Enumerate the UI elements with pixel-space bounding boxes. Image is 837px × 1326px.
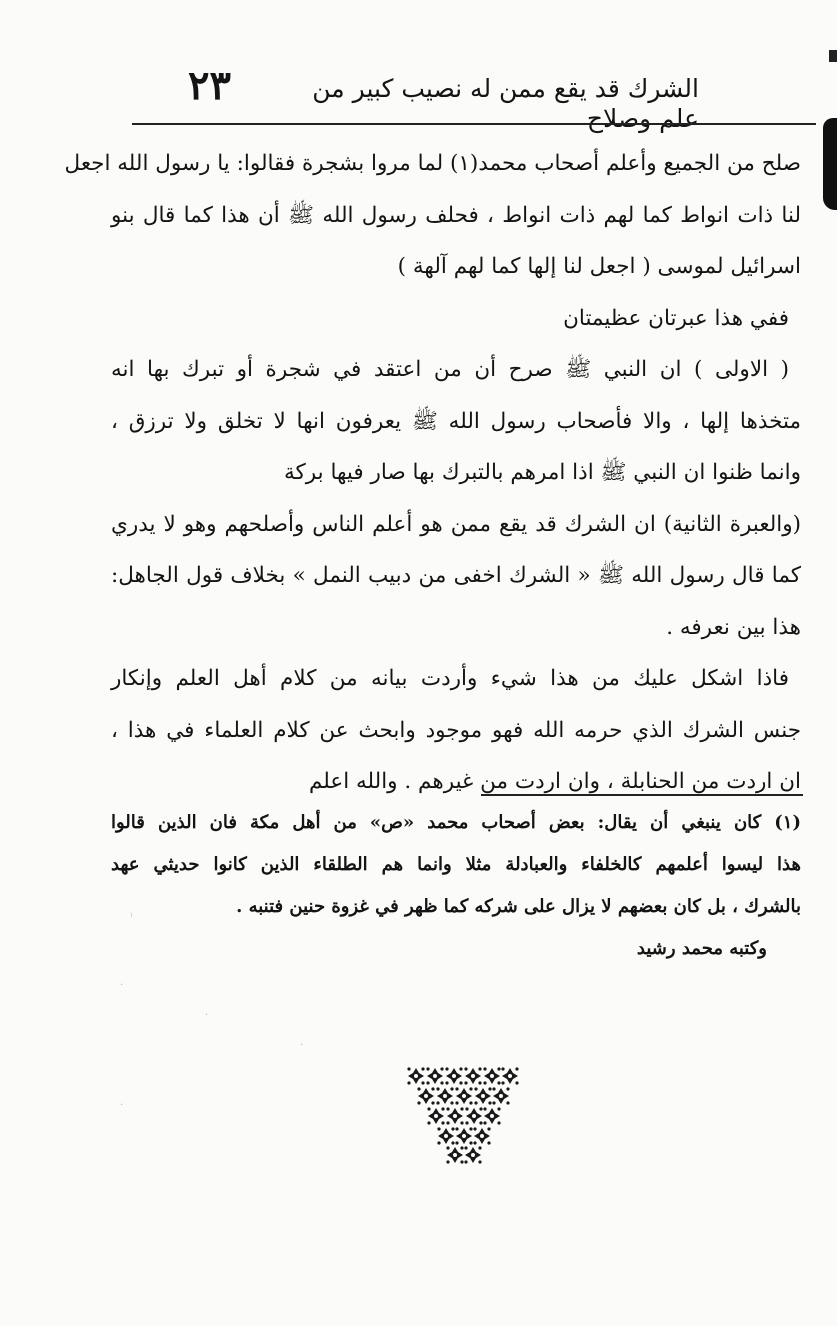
paper-speck: · <box>120 980 124 991</box>
body-line: ( الاولى ) ان النبي ﷺ صرح أن من اعتقد في شجرة أو تبرك بها انه <box>111 357 789 382</box>
body-line: اسرائيل لموسى ( اجعل لنا إلها كما لهم آلهة ) <box>397 254 801 279</box>
ornament-icon <box>406 1064 520 1174</box>
body-line: كما قال رسول الله ﷺ « الشرك اخفى من دبيب النمل » بخلاف قول الجاهل: <box>111 563 801 588</box>
body-line: هذا بين نعرفه . <box>666 614 801 640</box>
paper-speck: · <box>205 1010 209 1021</box>
footnote-signature: وكتبه محمد رشيد <box>636 938 767 959</box>
body-line: (والعبرة الثانية) ان الشرك قد يقع ممن هو أعلم الناس وأصلحهم وهو لا يدري <box>111 511 801 537</box>
body-line: صلح من الجميع وأعلم أصحاب محمد(١) لما مروا بشجرة فقالوا: يا رسول الله اجعل <box>64 151 801 176</box>
body-line: وانما ظنوا ان النبي ﷺ اذا امرهم بالتبرك بها صار فيها بركة <box>284 460 801 485</box>
body-line: فاذا اشكل عليك من هذا شيء وأردت بيانه من كلام أهل العلم وإنكار <box>111 666 789 691</box>
body-line: ان اردت من الحنابلة ، وان اردت من غيرهم . والله اعلم <box>308 769 801 794</box>
paper-speck: ⁽ <box>130 912 133 923</box>
header-rule <box>132 123 816 125</box>
main-text <box>64 138 801 808</box>
footnote-line: هذا ليسوا أعلمهم كالخلفاء والعبادلة مثلا وانما هم الطلقاء الذين كانوا حديثي عهد <box>111 854 801 875</box>
footnote-line: بالشرك ، بل كان بعضهم لا يزال على شركه كما ظهر في غزوة حنين فتنبه . <box>236 896 801 917</box>
paper-speck: · <box>300 1040 304 1051</box>
body-line: جنس الشرك الذي حرمه الله فهو موجود وابحث عن كلام العلماء في هذا ، <box>111 717 801 743</box>
page-edge-tab-mark <box>823 118 837 210</box>
paper-speck: · <box>120 1100 124 1111</box>
footnotes <box>111 802 801 970</box>
footnote-line: (١) كان ينبغي أن يقال: بعض أصحاب محمد «ص» من أهل مكة فان الذين قالوا <box>111 812 801 833</box>
section-heading: ففي هذا عبرتان عظيمتان <box>563 305 789 331</box>
page-number: ٢٣ <box>188 62 231 109</box>
body-line: متخذها إلها ، والا فأصحاب رسول الله ﷺ يعرفون انها لا تخلق ولا ترزق ، <box>111 408 801 434</box>
footnote-rule <box>481 794 803 796</box>
running-title: الشرك قد يقع ممن له نصيب كبير من علم وصلاح <box>312 74 699 133</box>
body-line: لنا ذات انواط كما لهم ذات انواط ، فحلف رسول الله ﷺ أن هذا كما قال بنو <box>111 202 801 228</box>
page-edge-smudge <box>829 50 837 62</box>
